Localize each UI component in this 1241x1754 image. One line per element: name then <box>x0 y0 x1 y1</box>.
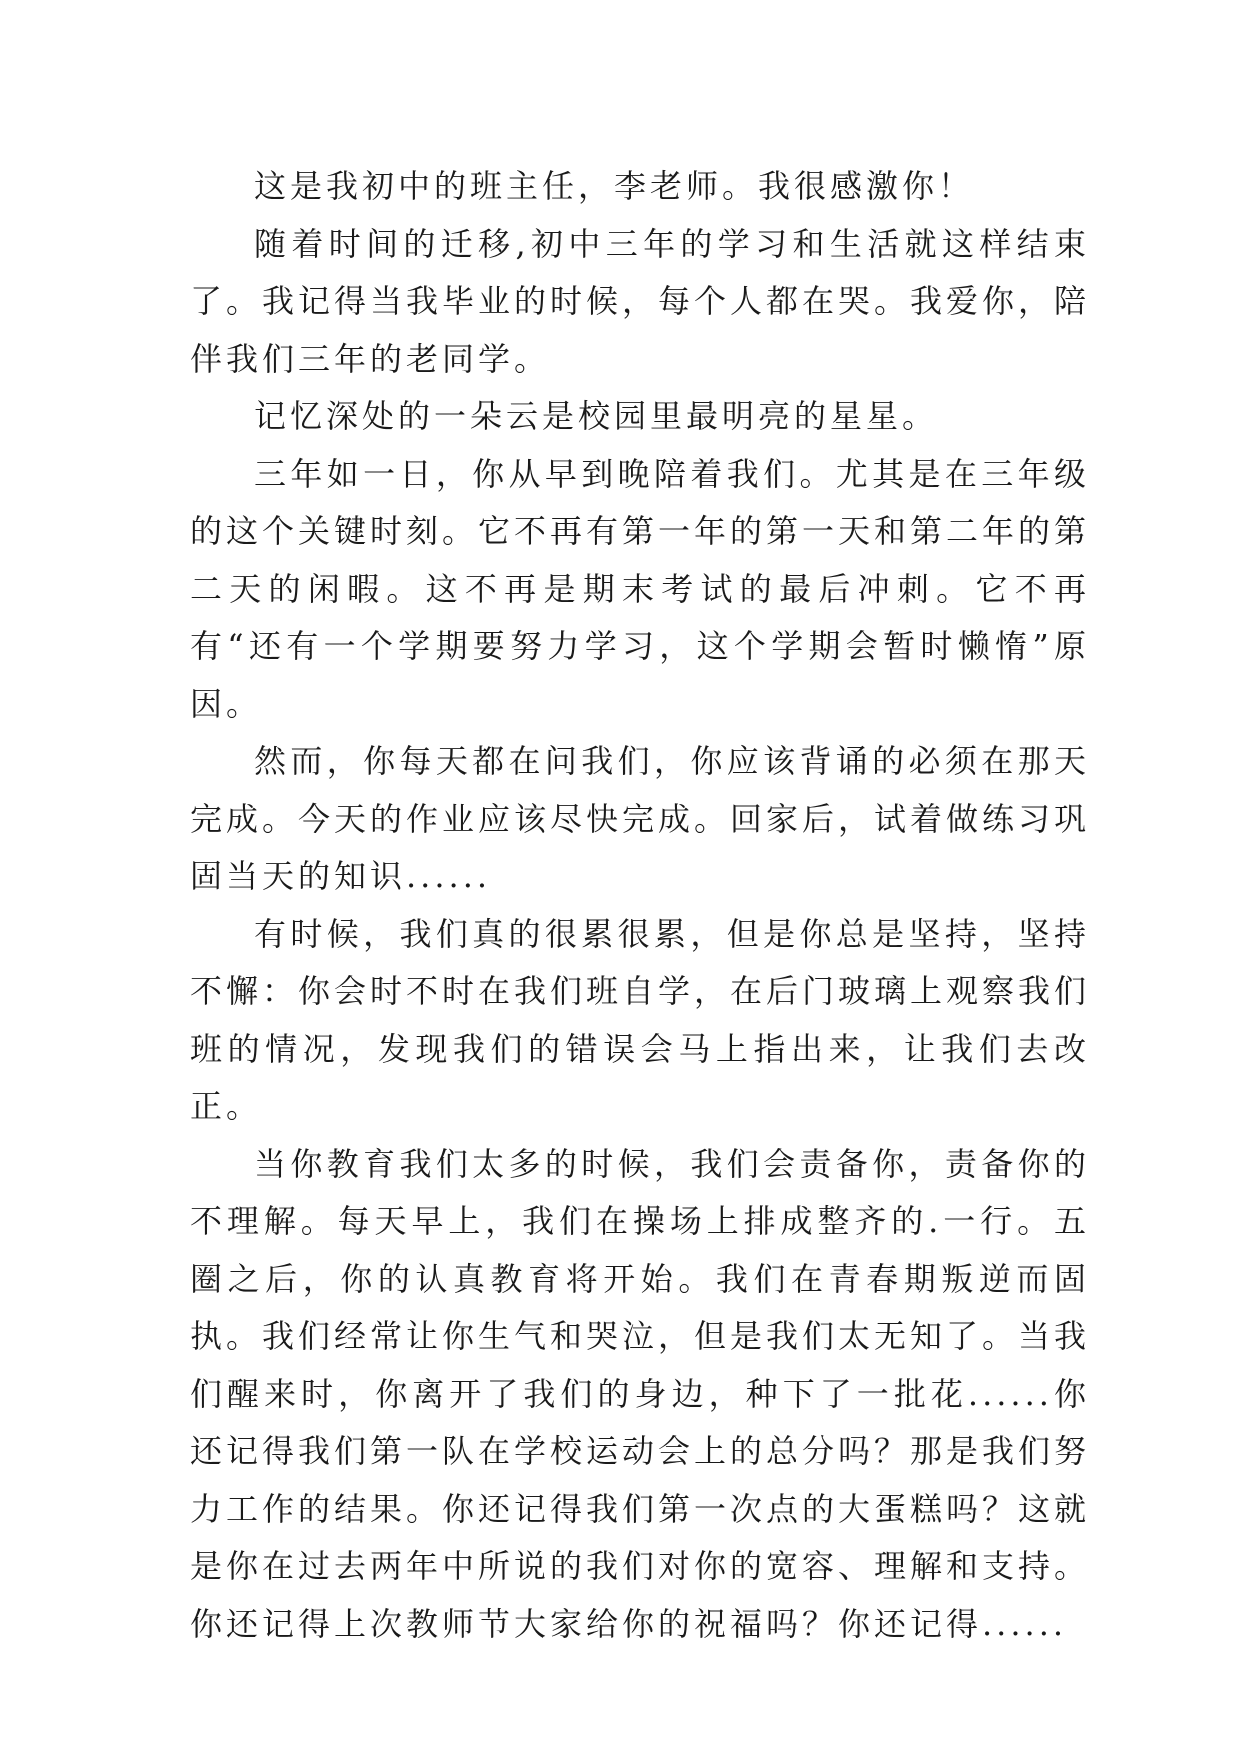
paragraph-6: 有时候，我们真的很累很累，但是你总是坚持，坚持不懈：你会时不时在我们班自学，在后门玻璃上观察我们班的情况，发现我们的错误会马上指出来，让我们去改正。 <box>190 914 1091 1125</box>
paragraph-3: 记忆深处的一朵云是校园里最明亮的星星。 <box>254 397 939 435</box>
paragraph-4: 三年如一日，你从早到晚陪着我们。尤其是在三年级的这个关键时刻。它不再有第一年的第一天和第二年的第二天的闲暇。这不再是期末考试的最后冲刺。它不再有“还有一个学期要努力学习，这个学期会暂时懒惰”原因。 <box>190 454 1091 723</box>
paragraph-7: 当你教育我们太多的时候，我们会责备你，责备你的不理解。每天早上，我们在操场上排成整齐的.一行。五圈之后，你的认真教育将开始。我们在青春期叛逆而固执。我们经常让你生气和哭泣，但是我们太无知了。当我们醒来时，你离开了我们的身边，种下了一批花......你还记得我们第一队在学校运动会上的总分吗？那是我们努力工作的结果。你还记得我们第一次点的大蛋糕吗？这就是你在过去两年中所说的我们对你的宽容、理解和支持。你还记得上次教师节大家给你的祝福吗？你还记得...... <box>190 1144 1091 1643</box>
document-body <box>190 158 1090 1653</box>
paragraph-5: 然而，你每天都在问我们，你应该背诵的必须在那天完成。今天的作业应该尽快完成。回家后，试着做练习巩固当天的知识...... <box>190 742 1091 895</box>
paragraph-1: 这是我初中的班主任，李老师。我很感激你！ <box>254 167 975 205</box>
paragraph-2: 随着时间的迁移,初中三年的学习和生活就这样结束了。我记得当我毕业的时候，每个人都在哭。我爱你，陪伴我们三年的老同学。 <box>190 224 1091 378</box>
